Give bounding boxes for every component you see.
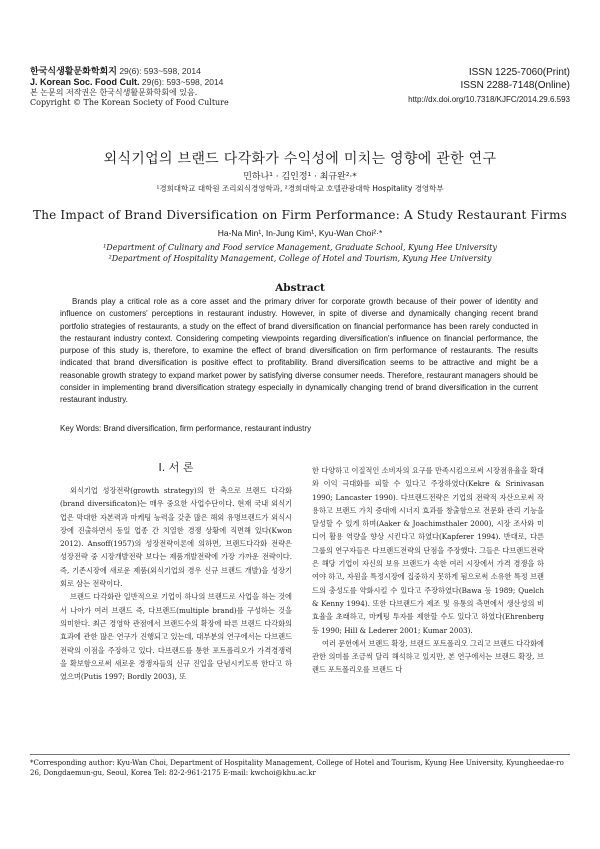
affiliation-english (0, 242, 600, 264)
issn-online: ISSN 2288-7148(Online) (460, 80, 570, 91)
affiliation-english-2: ²Department of Hospitality Management, College of Hotel and Tourism, Kyung Hee University (108, 254, 492, 263)
body-column-left (60, 484, 292, 683)
journal-header (30, 66, 229, 108)
issn-block (408, 66, 570, 104)
corresponding-author-footnote: *Corresponding author: Kyu-Wan Choi, Department of Hospitality Management, College of Hotel and Tourism, Kyung Hee University, Kyungheedae-ro 26, Dongdaemun-gu, Seoul, Korea Tel: 82-2-961-2175 E-mail: kwchoi@khu.ac.kr (30, 759, 564, 777)
authors-korean: 민하나¹ · 김인정¹ · 최규완²·* (243, 172, 357, 182)
section-heading-introduction: I. 서 론 (158, 461, 194, 474)
journal-ko-pages: 29(6): 593~598, 2014 (116, 66, 201, 76)
journal-ko-line (30, 66, 229, 77)
journal-en-pages: 29(6): 593~598, 2014 (139, 77, 224, 87)
title-english: The Impact of Brand Diversification on Firm Performance: A Study Restaurant Firms (32, 208, 568, 222)
copyright: Copyright © The Korean Society of Food Culture (30, 98, 229, 107)
affiliation-english-1: ¹Department of Culinary and Food service Management, Graduate School, Kyung Hee University (103, 243, 497, 252)
keywords: Key Words: Brand diversification, firm performance, restaurant industry (60, 424, 312, 433)
authors-english: Ha-Na Min¹, In-Jung Kim¹, Kyu-Wan Choi²·* (217, 228, 383, 238)
abstract-heading: Abstract (275, 282, 325, 294)
paragraph: 외식기업 성장전략(growth strategy)의 한 축으로 브랜드 다각화(brand diversificaton)는 매우 중요한 사업수단이다. 현재 국내 외식기업은 막대한 자본력과 마케팅 능력을 갖춘 많은 해외 유명브랜드가 외식시장에 진출하면서 동일 업종 간 치열한 경쟁 상황에 직면해 있다(Kwon 2012). Ansoff(1957)의 성장전략이론에 의하면, 브랜드다각화 전략은 성장전략 중 시장개발전략 보다는 제품개발전략에 가장 가까운 전략이다. 즉, 기존시장에 새로운 제품(외식기업의 경우 신규 브랜드 개발)을 성장기회로 삼는 전략이다. (60, 486, 292, 589)
affiliation-korean: ¹경희대학교 대학원 조리외식경영학과, ²경희대학교 호텔관광대학 Hospitality 경영학부 (156, 184, 444, 193)
journal-en-name: J. Korean Soc. Food Cult. (30, 77, 140, 87)
journal-en-line (30, 77, 229, 88)
journal-ko-name: 한국식생활문화학회지 (30, 66, 117, 76)
issn-print: ISSN 1225-7060(Print) (468, 67, 570, 78)
copyright-note: 본 논문의 저작권은 한국식생활문화학회에 있음. (30, 88, 198, 97)
paragraph: 한 다양하고 이질적인 소비자의 요구를 만족시킴으로써 시장점유율을 확대와 이익 극대화를 피할 수 있다고 주장하였다(Kekre & Srinivasan 1990; Lancaster 1990). 다브랜드전략은 기업의 전략적 자산으로써 작용하고 브랜드 가치 증대에 시너지 효과를 창출함으로 전문화 관리 기능을 달성할 수 있게 하며(Aaker & Joachimsthaler 2000), 시장 조사와 미디어 활용 역량을 향상 시킨다고 하였다(Kapferer 1994). 반대로, 다른 그룹의 연구자들은 다브랜드전략의 단점을 주장했다. 그들은 다브랜드전략은 해당 기업이 자신의 보유 브랜드가 속한 여러 시장에서 가격 경쟁을 하여야 하고, 자원을 특정시장에 집중하지 못하게 됨으로써 소유한 특정 브랜드의 충성도를 약화시킬 수 있다고 주장하였다(Bawa 등 1989; Quelch & Kenny 1994). 또한 다브랜드가 제조 및 유통의 측면에서 생산성의 비효율을 초래하고, 마케팅 투자를 제한할 수도 있다고 하였다(Ehrenberg 등 1990; Hill & Lederer 2001; Kumar 2003). (312, 466, 544, 635)
abstract-body: Brands play a critical role as a core asset and the primary driver for corporate growth because of their power of identity and influence on customers' perceptions in restaurant industry. However, in spite of diverse and dynamically changing recent brand portfolio strategies of restaurants, a study on the effect of brand diversification on financial performance has been rarely conducted in the restaurant industry context. Considering competing viewpoints regarding diversification's influence on financial performance, the purpose of this study is, therefore, to examine the effect of brand diversification on firm performance of restaurants. The results indicated that brand diversification is positive effect to profitability. Brand diversification seems to be attractive and might be a reasonable growth strategy to expand market power by satisfying diverse consumer needs. Therefore, restaurant managers should be consider in implementing brand diversification strategy especially in dynamically changing trend of brand diversification in the current restaurant industry. (60, 297, 538, 405)
doi-link[interactable]: http://dx.doi.org/10.7318/KJFC/2014.29.6.593 (408, 95, 570, 104)
footnote-divider (30, 754, 570, 755)
title-korean: 외식기업의 브랜드 다각화가 수익성에 미치는 영향에 관한 연구 (103, 151, 497, 167)
body-column-right (312, 464, 544, 677)
paragraph: 브랜드 다각화란 일반적으로 기업이 하나의 브랜드로 사업을 하는 것에서 나아가 여러 브랜드 즉, 다브랜드(multiple brand)를 구성하는 것을 의미한다. 최근 경영학 관점에서 브랜드수의 확장에 따른 브랜드 다각화의 효과에 관한 많은 연구가 진행되고 있는데, 대부분의 연구에서는 다브랜드전략의 이점을 주장하고 있다. 다브랜드를 통한 포트폴리오가 가격경쟁력을 확보함으로써 새로운 경쟁자들의 신규 진입을 단념시키도록 한다고 하였으며(Putis 1997; Bordly 2003), 또 (60, 592, 292, 682)
paragraph: 여러 문헌에서 브랜드 확장, 브랜드 포트폴리오 그리고 브랜드 다각화에 관한 의미를 조금씩 달리 해석하고 있지만, 본 연구에서는 브랜드 확장, 브랜드 포트폴리오를 브랜드 다 (312, 638, 544, 675)
